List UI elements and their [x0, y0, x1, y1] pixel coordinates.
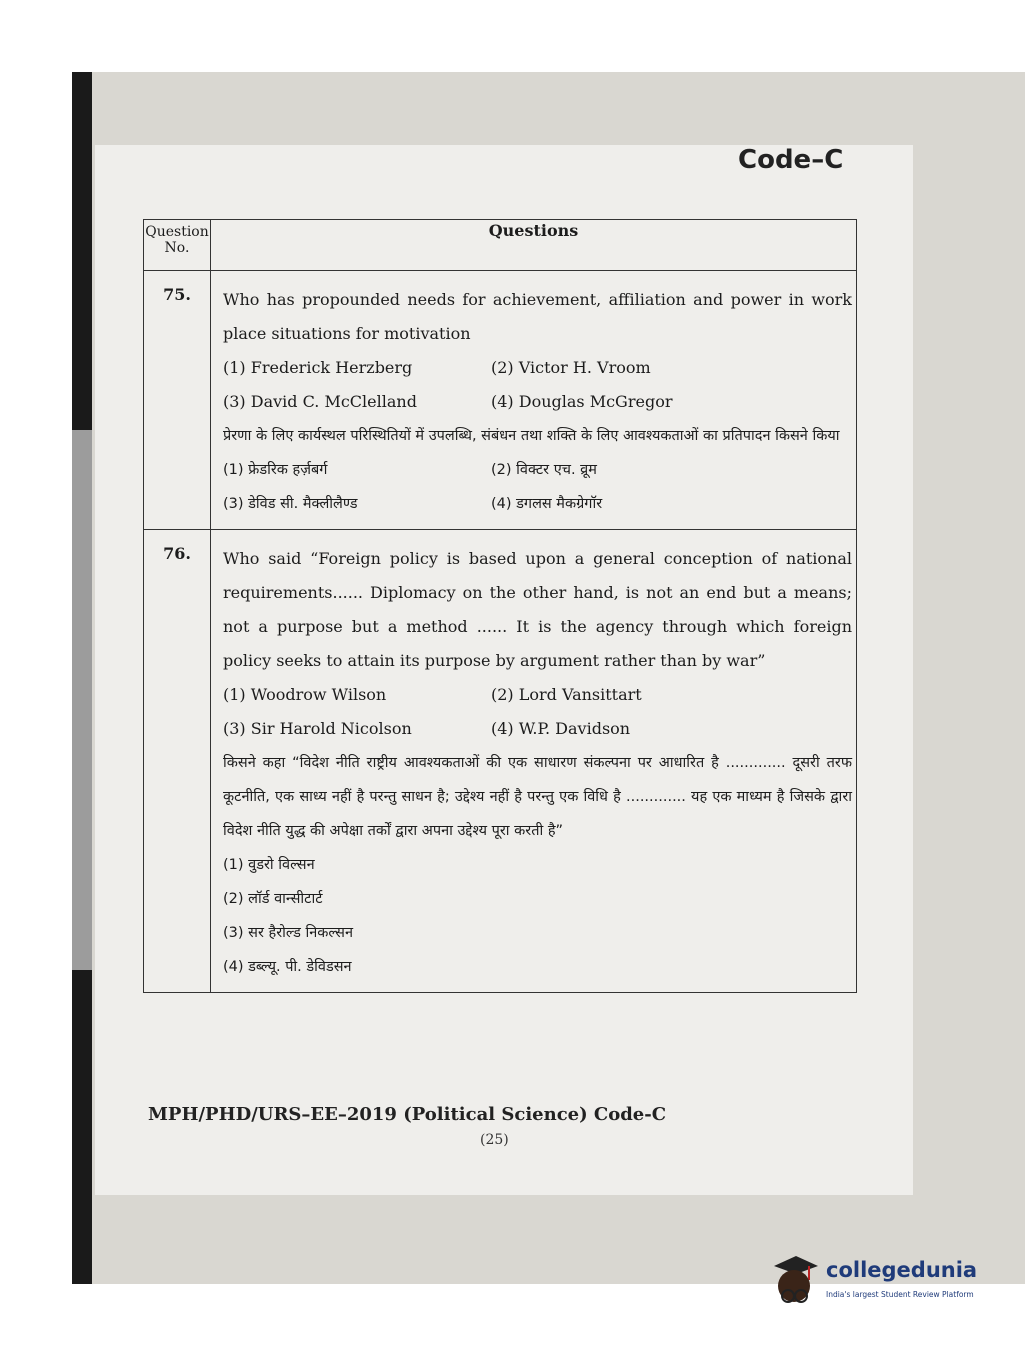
- option: (4) Douglas McGregor: [491, 392, 673, 411]
- option: (4) डगलस मैकग्रेगॉर: [491, 496, 603, 512]
- question-number: 76.: [144, 530, 211, 993]
- page-number: (25): [480, 1132, 509, 1148]
- page-code-heading: Code–C: [738, 145, 844, 175]
- option: (1) वुडरो विल्सन: [223, 857, 315, 873]
- question-no-header: Question No.: [144, 220, 211, 271]
- options-en: [223, 678, 852, 746]
- option: (2) लॉर्ड वान्सीटार्ट: [223, 891, 323, 907]
- option: (2) विक्टर एच. व्रूम: [491, 462, 597, 478]
- option: (3) Sir Harold Nicolson: [223, 719, 412, 738]
- questions-header: Questions: [211, 220, 857, 271]
- option: (2) Victor H. Vroom: [491, 358, 651, 377]
- question-table: [143, 219, 857, 993]
- mascot-icon: [768, 1252, 820, 1312]
- question-body: [211, 271, 857, 530]
- question-row: [144, 271, 857, 530]
- question-text-hi: किसने कहा “विदेश नीति राष्ट्रीय आवश्यकताओं की एक साधारण संकल्पना पर आधारित है ............. दूसरी तरफ कूटनीति, एक साध्य नहीं है परन्तु साधन है; उद्देश्य नहीं है परन्तु एक विधि है ............. यह एक माध्यम है जिसके द्वारा विदेश नीति युद्ध की अपेक्षा तर्कों द्वारा अपना उद्देश्य पूरा करती है”: [223, 755, 852, 839]
- option: (1) Frederick Herzberg: [223, 358, 413, 377]
- table-header-row: [144, 220, 857, 271]
- options-hi: [223, 848, 852, 984]
- question-body: [211, 530, 857, 993]
- option: (4) डब्ल्यू. पी. डेविडसन: [223, 959, 352, 975]
- option: (1) Woodrow Wilson: [223, 685, 387, 704]
- question-text-en: Who has propounded needs for achievement, affiliation and power in work place situations for motivation: [223, 290, 852, 343]
- logo-tagline: India's largest Student Review Platform: [826, 1290, 974, 1299]
- question-number: 75.: [144, 271, 211, 530]
- options-hi: [223, 453, 852, 521]
- option: (4) W.P. Davidson: [491, 719, 631, 738]
- question-row: [144, 530, 857, 993]
- option: (1) फ्रेडरिक हर्ज़बर्ग: [223, 462, 328, 478]
- option: (2) Lord Vansittart: [491, 685, 642, 704]
- logo-wordmark: collegedunia: [826, 1258, 978, 1282]
- exam-footer-title: MPH/PHD/URS–EE–2019 (Political Science) Code-C: [148, 1104, 667, 1125]
- option: (3) सर हैरोल्ड निकल्सन: [223, 925, 353, 941]
- scan-edge-light: [72, 430, 92, 970]
- collegedunia-logo: [768, 1252, 998, 1322]
- question-text-hi: प्रेरणा के लिए कार्यस्थल परिस्थितियों में उपलब्धि, संबंधन तथा शक्ति के लिए आवश्यकताओं का प्रतिपादन किसने किया: [223, 428, 840, 444]
- question-text-en: Who said “Foreign policy is based upon a general conception of national requirements...... Diplomacy on the other hand, is not an end but a means; not a purpose but a method ...... It is the agency through which foreign policy seeks to attain its purpose by argument rather than by war”: [223, 549, 852, 670]
- options-en: [223, 351, 852, 419]
- option: (3) David C. McClelland: [223, 392, 417, 411]
- option: (3) डेविड सी. मैक्लीलैण्ड: [223, 496, 358, 512]
